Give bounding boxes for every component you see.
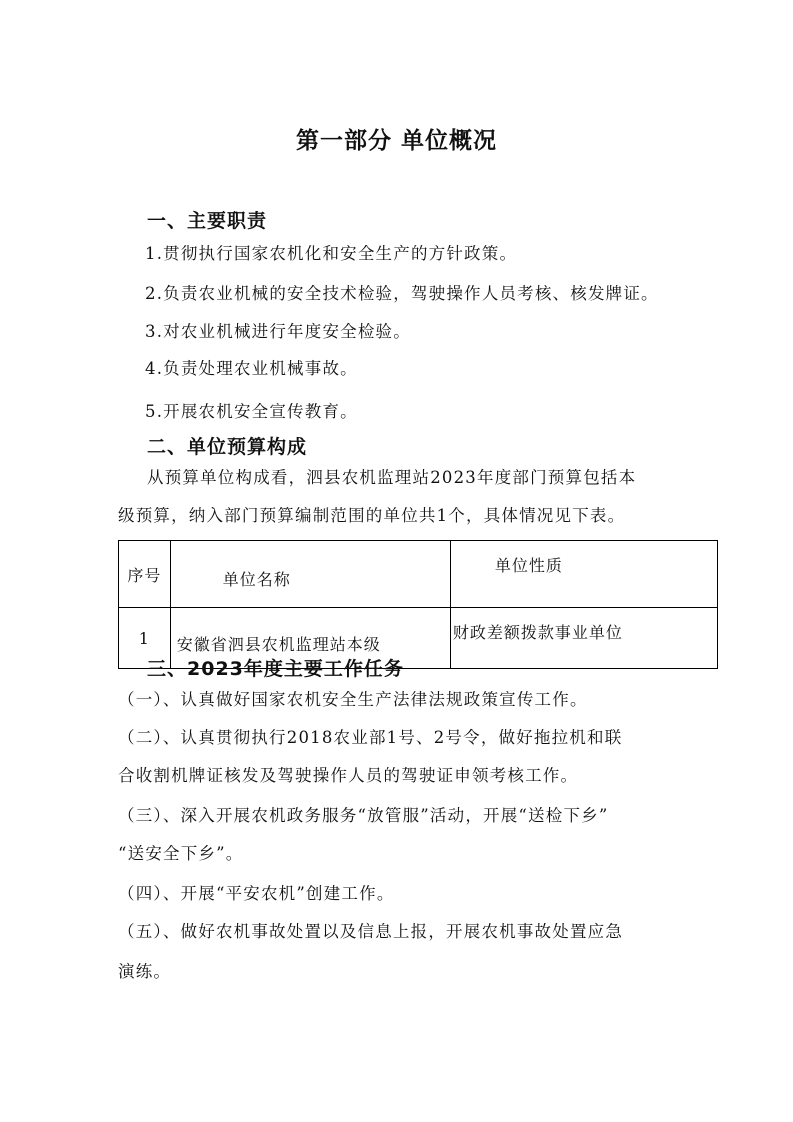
page-title: 第一部分 单位概况 — [295, 128, 497, 154]
header-unit-nature: 单位性质 — [450, 541, 717, 608]
task-line-5: “送安全下乡”。 — [118, 844, 244, 863]
section-heading-tasks: 三、2023年度主要工作任务 — [147, 658, 404, 680]
cell-unit-nature: 财政差额拨款事业单位 — [450, 608, 717, 669]
budget-paragraph-line1: 从预算单位构成看，泗县农机监理站2023年度部门预算包括本 — [147, 468, 637, 487]
header-unit-name: 单位名称 — [170, 541, 450, 608]
task-line-7: （五）、做好农机事故处置以及信息上报，开展农机事故处置应急 — [118, 922, 624, 941]
duty-item-5: 5.开展农机安全宣传教育。 — [145, 402, 358, 421]
task-line-4: （三）、深入开展农机政务服务“放管服”活动，开展“送检下乡” — [118, 806, 609, 825]
table-header-row — [119, 541, 718, 608]
duty-item-1: 1.贯彻执行国家农机化和安全生产的方针政策。 — [145, 244, 518, 263]
section-heading-budget: 二、单位预算构成 — [147, 436, 308, 458]
cell-index: 1 — [119, 608, 171, 669]
cell-unit-name: 安徽省泗县农机监理站本级 — [170, 608, 450, 669]
duty-item-3: 3.对农业机械进行年度安全检验。 — [145, 322, 411, 341]
unit-table — [118, 540, 718, 669]
task-line-2: （二）、认真贯彻执行2018农业部1号、2号令，做好拖拉机和联 — [118, 728, 623, 747]
task-line-6: （四）、开展“平安农机”创建工作。 — [118, 884, 395, 903]
section-heading-duties: 一、主要职责 — [147, 210, 268, 232]
duty-item-4: 4.负责处理农业机械事故。 — [145, 359, 358, 378]
header-index: 序号 — [119, 541, 171, 608]
duty-item-2: 2.负责农业机械的安全技术检验，驾驶操作人员考核、核发牌证。 — [145, 284, 659, 303]
budget-paragraph-line2: 级预算，纳入部门预算编制范围的单位共1个，具体情况见下表。 — [118, 506, 626, 525]
task-line-1: （一）、认真做好国家农机安全生产法律法规政策宣传工作。 — [118, 690, 588, 709]
task-line-8: 演练。 — [118, 962, 172, 981]
task-line-3: 合收割机牌证核发及驾驶操作人员的驾驶证申领考核工作。 — [118, 766, 579, 785]
